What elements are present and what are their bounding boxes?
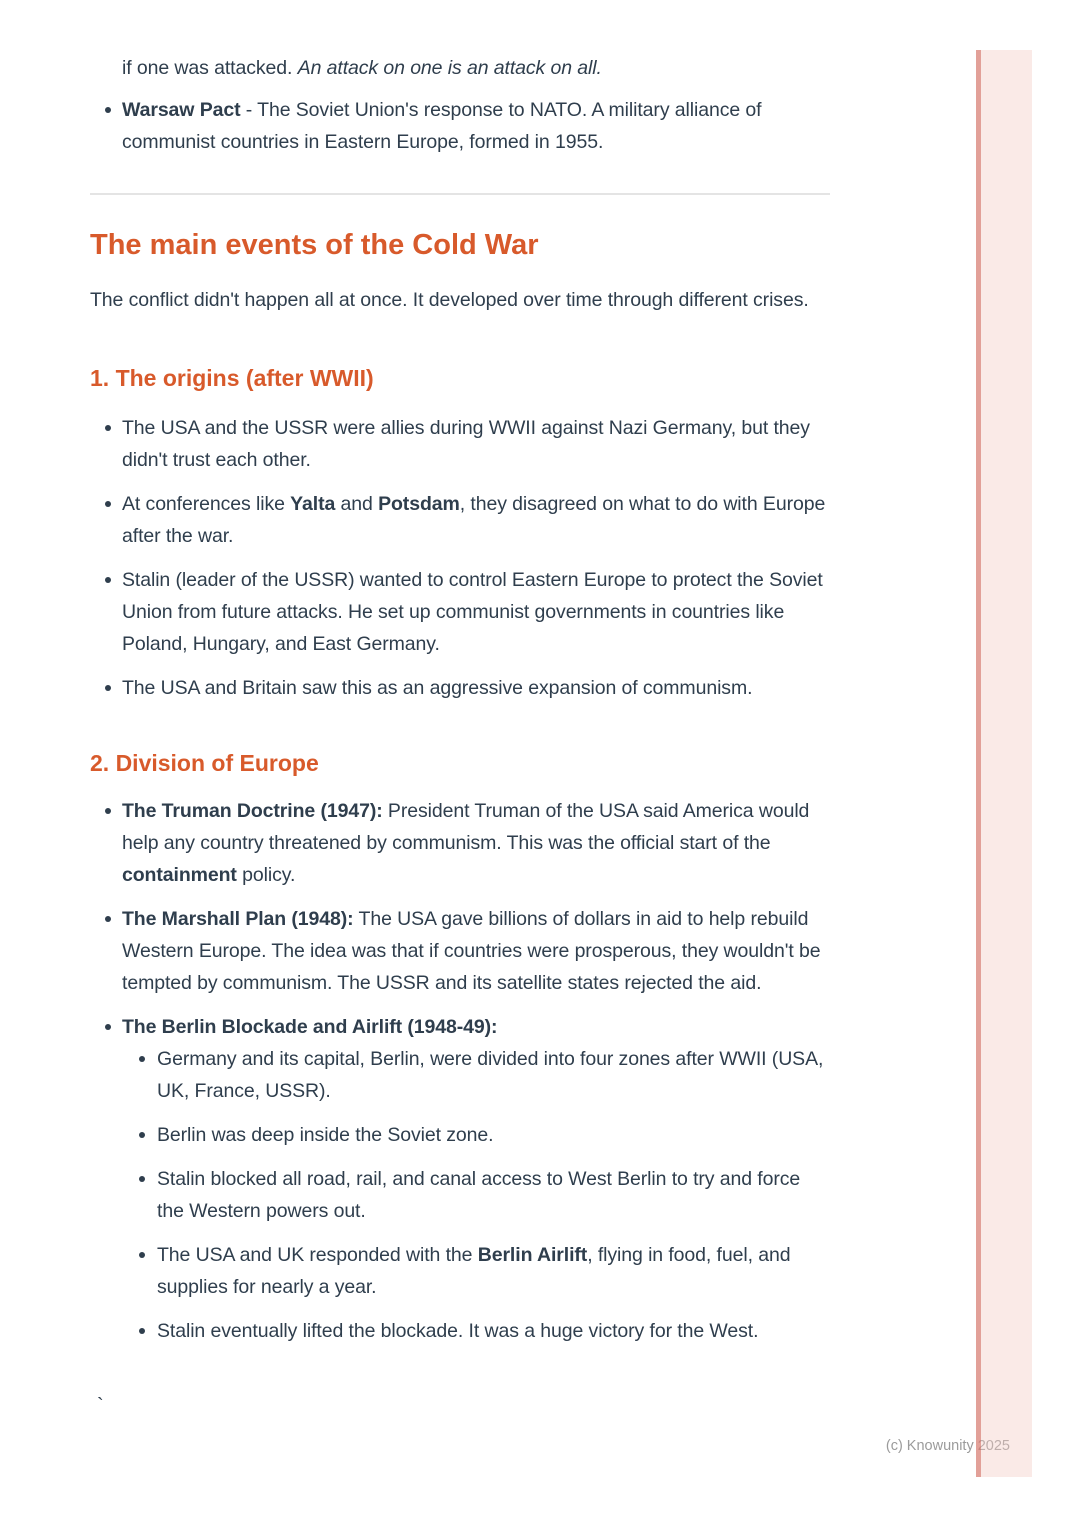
- division-bullet-list: [90, 795, 830, 1347]
- continuation-plain: if one was attacked.: [122, 57, 298, 79]
- berlin-airlift-term: Berlin Airlift: [477, 1244, 588, 1266]
- bullet-icon: [105, 685, 111, 691]
- bullet-item-marshall-plan: [90, 903, 830, 999]
- continuation-text: [90, 52, 830, 84]
- truman-doctrine-term: The Truman Doctrine (1947):: [122, 800, 383, 822]
- marshall-plan-text: The USA gave billions of dollars in aid to help rebuild Western Europe. The idea was that if countries were prosperous, they wouldn't be tempted by communism. The USSR and its satellite states rejected the aid.: [122, 908, 821, 994]
- sub-bullet-four-zones: [122, 1043, 830, 1107]
- bullet-item-truman-doctrine: [90, 795, 830, 891]
- bullet-item-conferences: [90, 488, 830, 552]
- blocked-access-text: Stalin blocked all road, rail, and canal access to West Berlin to try and force the Western powers out.: [157, 1168, 801, 1222]
- yalta-term: Yalta: [290, 493, 336, 515]
- bullet-item-aggressive-expansion: [90, 672, 830, 704]
- conferences-mid: and: [335, 493, 379, 515]
- intro-paragraph: The conflict didn't happen all at once. It developed over time through different crises.: [90, 289, 809, 311]
- conferences-post: , they disagreed on what to do with Europe after the war.: [122, 493, 826, 547]
- warsaw-pact-term: Warsaw Pact: [122, 99, 241, 121]
- subheading-division: 2. Division of Europe: [90, 750, 319, 776]
- truman-doctrine-mid: President Truman of the USA said America would help any country threatened by communism. This was the official start of the: [122, 800, 810, 854]
- soviet-zone-text: Berlin was deep inside the Soviet zone.: [157, 1124, 494, 1146]
- footer-copyright: (c) Knowunity 2025: [885, 1438, 1010, 1454]
- bullet-item-stalin-control: [90, 564, 830, 660]
- sub-bullet-blockade-lifted: [122, 1315, 830, 1347]
- bullet-icon: [139, 1176, 145, 1182]
- bullet-item-allies: [90, 412, 830, 476]
- blockade-lifted-text: Stalin eventually lifted the blockade. It was a huge victory for the West.: [157, 1320, 759, 1342]
- truman-doctrine-post: policy.: [236, 864, 296, 886]
- bullet-item-berlin-blockade: [90, 1011, 830, 1347]
- aggressive-expansion-text: The USA and Britain saw this as an aggressive expansion of communism.: [122, 677, 753, 699]
- bullet-icon: [105, 577, 111, 583]
- section-divider: [90, 193, 830, 195]
- stray-backtick: `: [97, 1395, 104, 1417]
- bullet-item-warsaw-pact: [90, 94, 830, 158]
- marshall-plan-term: The Marshall Plan (1948):: [122, 908, 354, 930]
- sub-bullet-airlift-response: [122, 1239, 830, 1303]
- stalin-control-text: Stalin (leader of the USSR) wanted to control Eastern Europe to protect the Soviet Union from future attacks. He set up communist governments in countries like Poland, Hungary, and East Germany.: [122, 569, 823, 655]
- allies-text: The USA and the USSR were allies during WWII against Nazi Germany, but they didn't trust each other.: [122, 417, 810, 471]
- document-content: [90, 0, 830, 1347]
- containment-term: containment: [122, 864, 237, 886]
- bullet-icon: [105, 808, 111, 814]
- bullet-icon: [105, 425, 111, 431]
- continuation-italic-quote: An attack on one is an attack on all.: [297, 57, 602, 79]
- main-heading: The main events of the Cold War: [90, 229, 539, 261]
- subheading-origins: 1. The origins (after WWII): [90, 365, 374, 391]
- intro-bullet-list: [90, 94, 830, 158]
- conferences-pre: At conferences like: [122, 493, 291, 515]
- berlin-blockade-term: The Berlin Blockade and Airlift (1948-49):: [122, 1016, 498, 1038]
- potsdam-term: Potsdam: [378, 493, 460, 515]
- bullet-icon: [139, 1328, 145, 1334]
- sub-bullet-soviet-zone: [122, 1119, 830, 1151]
- side-stripe: [976, 50, 1032, 1477]
- bullet-icon: [105, 107, 111, 113]
- bullet-icon: [105, 1024, 111, 1030]
- berlin-sub-list: [122, 1043, 830, 1347]
- origins-bullet-list: [90, 412, 830, 704]
- sub-bullet-blocked-access: [122, 1163, 830, 1227]
- warsaw-pact-definition: - The Soviet Union's response to NATO. A military alliance of communist countries in Eastern Europe, formed in 1955.: [122, 99, 762, 153]
- bullet-icon: [139, 1252, 145, 1258]
- bullet-icon: [105, 501, 111, 507]
- bullet-icon: [139, 1056, 145, 1062]
- airlift-pre: The USA and UK responded with the: [157, 1244, 478, 1266]
- four-zones-text: Germany and its capital, Berlin, were divided into four zones after WWII (USA, UK, France, USSR).: [157, 1048, 824, 1102]
- bullet-icon: [105, 916, 111, 922]
- bullet-icon: [139, 1132, 145, 1138]
- airlift-post: , flying in food, fuel, and supplies for nearly a year.: [157, 1244, 791, 1298]
